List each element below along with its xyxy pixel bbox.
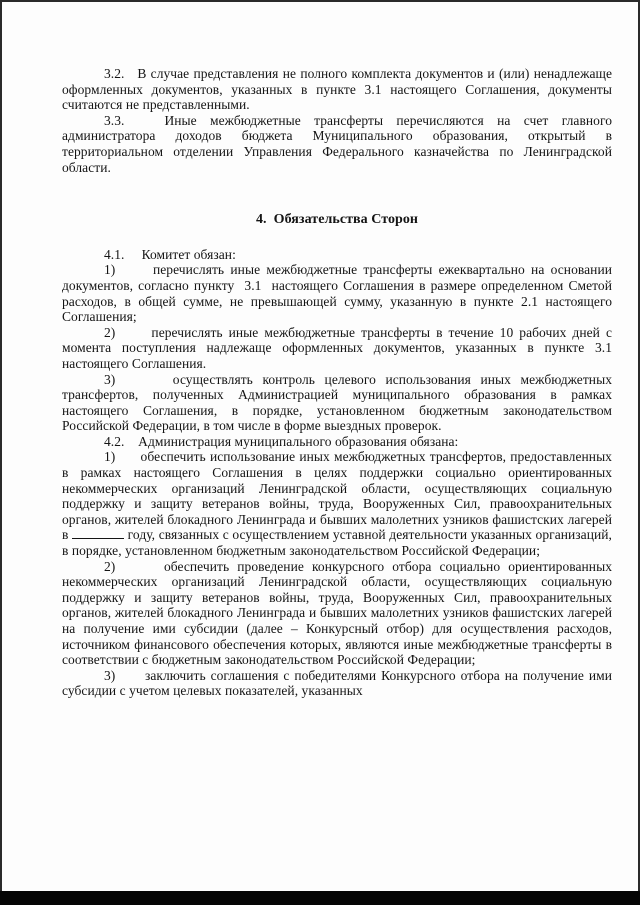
clause-4-1: 4.1. Комитет обязан: (104, 246, 236, 262)
clause-4-2-item-3: 3) заключить соглашения с победителями Конкурсного отбора на получение ими субсидии с учетом целевых показателей, указанных (62, 667, 612, 699)
clause-4-2-item-1-part-b: году, связанных с осуществлением уставной деятельности указанных организаций, в порядке, установленном бюджетным законодательством Российской Федерации; (62, 527, 612, 559)
scan-border-bottom (0, 891, 640, 905)
clause-4-2-item-1 (62, 449, 612, 558)
clause-3-3: 3.3. Иные межбюджетные трансферты перечисляются на счет главного администратора доходов бюджета Муниципального образования, открытый в территориальном отделении Управления Федерального казначейства по Ленинградской области. (62, 112, 612, 175)
clause-4-2: 4.2. Администрация муниципального образования обязана: (104, 433, 459, 449)
scan-border-top (0, 0, 640, 2)
clause-4-2-item-1-part-a: 1) обеспечить использование иных межбюджетных трансфертов, предоставленных в рамках настоящего Соглашения в целях поддержки социально ориентированных некоммерческих организаций Ленинградской области, осуществляющих социальную поддержку и защиту ветеранов войны, труда, Вооруженных Сил, правоохранительных органов, жителей блокадного Ленинграда и бывших малолетних узников фашистских лагерей в (62, 449, 612, 543)
year-blank-line (72, 528, 124, 539)
clause-4-1-item-1: 1) перечислять иные межбюджетные трансферты ежеквартально на основании документов, согласно пункту 3.1 настоящего Соглашения в размере определенном Сметой расходов, в общей сумме, не превышающей сумму, указанную в пункте 2.1 настоящего Соглашения; (62, 262, 612, 325)
clause-3-2: 3.2. В случае представления не полного комплекта документов и (или) ненадлежаще оформленных документов, указанных в пункте 3.1 настоящего Соглашения, документы считаются не представленными. (62, 66, 612, 113)
section-4-heading: 4. Обязательства Сторон (255, 212, 419, 228)
scan-border-left (0, 0, 2, 905)
clause-4-1-item-3: 3) осуществлять контроль целевого использования иных межбюджетных трансфертов, полученных Администрацией муниципального образования в рамках настоящего Соглашения, в порядке, установленном бюджетным законодательством Российской Федерации, в том числе в форме выездных проверок. (62, 371, 612, 434)
clause-4-1-item-2: 2) перечислять иные межбюджетные трансферты в течение 10 рабочих дней с момента поступления надлежаще оформленных документов, указанных в пункте 3.1 настоящего Соглашения. (62, 324, 612, 371)
document-body (62, 66, 612, 699)
clause-4-2-item-2: 2) обеспечить проведение конкурсного отбора социально ориентированных некоммерческих организаций Ленинградской области, осуществляющих социальную поддержку и защиту ветеранов войны, труда, Вооруженных Сил, правоохранительных органов, жителей блокадного Ленинграда и бывших малолетних узников фашистских лагерей на получение ими субсидии (далее – Конкурсный отбор) для осуществления расходов, источником финансового обеспечения которых, являются иные межбюджетные трансферты в соответствии с бюджетным законодательством Российской Федерации; (62, 558, 612, 668)
